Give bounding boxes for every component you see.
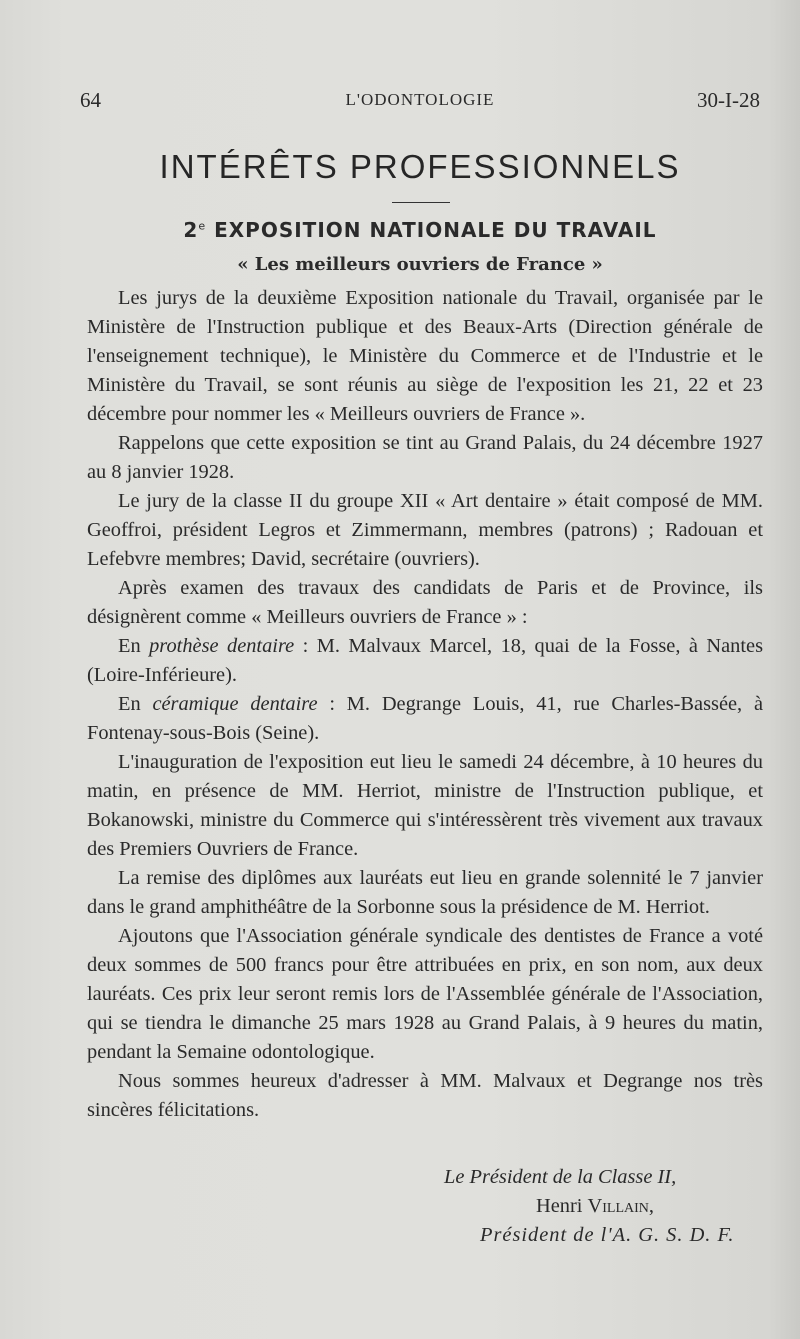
- article-title: [80, 218, 760, 242]
- paragraph-association-prizes: Ajoutons que l'Association générale syndicale des dentistes de France a voté deux sommes de 500 francs pour être attribuées en prix, en son nom, aux deux lauréats. Ces prix leur seront remis lors de l'Assemblée générale de l'Association, qui se tiendra le dimanche 25 mars 1928 au Grand Palais, à 9 heures du matin, pendant la Semaine odontologique.: [87, 925, 763, 1063]
- signature-first-name: Henri: [536, 1195, 588, 1217]
- title-ordinal-suffix: e: [198, 219, 207, 233]
- page-number: 64: [80, 88, 101, 112]
- paragraph-diplomas: La remise des diplômes aux lauréats eut lieu en grande solennité le 7 janvier dans le grand amphithéâtre de la Sorbonne sous la présidence de M. Herriot.: [87, 867, 763, 918]
- prothese-laureate: : M. Malvaux Marcel, 18, quai de la Fosse, à Nantes (Loire-Inférieure).: [87, 635, 763, 686]
- paragraph-congratulations: Nous sommes heureux d'adresser à MM. Malvaux et Degrange nos très sincères félicitations.: [87, 1070, 763, 1121]
- title-main: EXPOSITION NATIONALE DU TRAVAIL: [206, 218, 657, 242]
- prothese-term: prothèse dentaire: [149, 635, 295, 657]
- running-header: [80, 88, 760, 118]
- title-divider: [392, 202, 450, 203]
- ceramique-lead: En: [118, 693, 153, 715]
- signature-name: [380, 1192, 770, 1221]
- signature-role: Président de l'A. G. S. D. F.: [480, 1224, 735, 1246]
- paragraph-jury-meeting: Les jurys de la deuxième Exposition nationale du Travail, organisée par le Ministère de l'Instruction publique et des Beaux-Arts (Direction générale de l'enseignement technique), le Ministère du Commerce et de l'Industrie et le Ministère du Travail, se sont réunis au siège de l'exposition les 21, 22 et 23 décembre pour nommer les « Meilleurs ouvriers de France ».: [87, 287, 763, 425]
- journal-title: L'ODONTOLOGIE: [345, 90, 495, 109]
- ceramique-laureate: : M. Degrange Louis, 41, rue Charles-Bassée, à Fontenay-sous-Bois (Seine).: [87, 693, 763, 744]
- paragraph-jury-composition: Le jury de la classe II du groupe XII « Art dentaire » était composé de MM. Geoffroi, président Legros et Zimmermann, membres (patrons) ; Radouan et Lefebvre membres; David, secrétaire (ouvriers).: [87, 490, 763, 570]
- title-ordinal: 2: [183, 218, 199, 242]
- article-body: [87, 284, 763, 1125]
- ceramique-term: céramique dentaire: [152, 693, 318, 715]
- section-title: INTÉRÊTS PROFESSIONNELS: [159, 148, 681, 185]
- paragraph-exposition-dates: Rappelons que cette exposition se tint au Grand Palais, du 24 décembre 1927 au 8 janvier 1928.: [87, 432, 763, 483]
- paragraph-designation: Après examen des travaux des candidats de Paris et de Province, ils désignèrent comme « Meilleurs ouvriers de France » :: [87, 577, 763, 628]
- paragraph-inauguration: L'inauguration de l'exposition eut lieu le samedi 24 décembre, à 10 heures du matin, en présence de MM. Herriot, ministre de l'Instruction publique, et Bokanowski, ministre du Commerce qui s'intéressèrent très vivement aux travaux des Premiers Ouvriers de France.: [87, 751, 763, 860]
- signature-block: [380, 1163, 770, 1250]
- paragraph-prothese: [87, 632, 763, 690]
- article-subtitle: « Les meilleurs ouvriers de France »: [237, 254, 603, 275]
- signature-last-name: Villain,: [587, 1195, 655, 1217]
- prothese-lead: En: [118, 635, 150, 657]
- paragraph-ceramique: [87, 690, 763, 748]
- signature-title: Le Président de la Classe II,: [444, 1166, 677, 1188]
- issue-date: 30-I-28: [697, 88, 760, 112]
